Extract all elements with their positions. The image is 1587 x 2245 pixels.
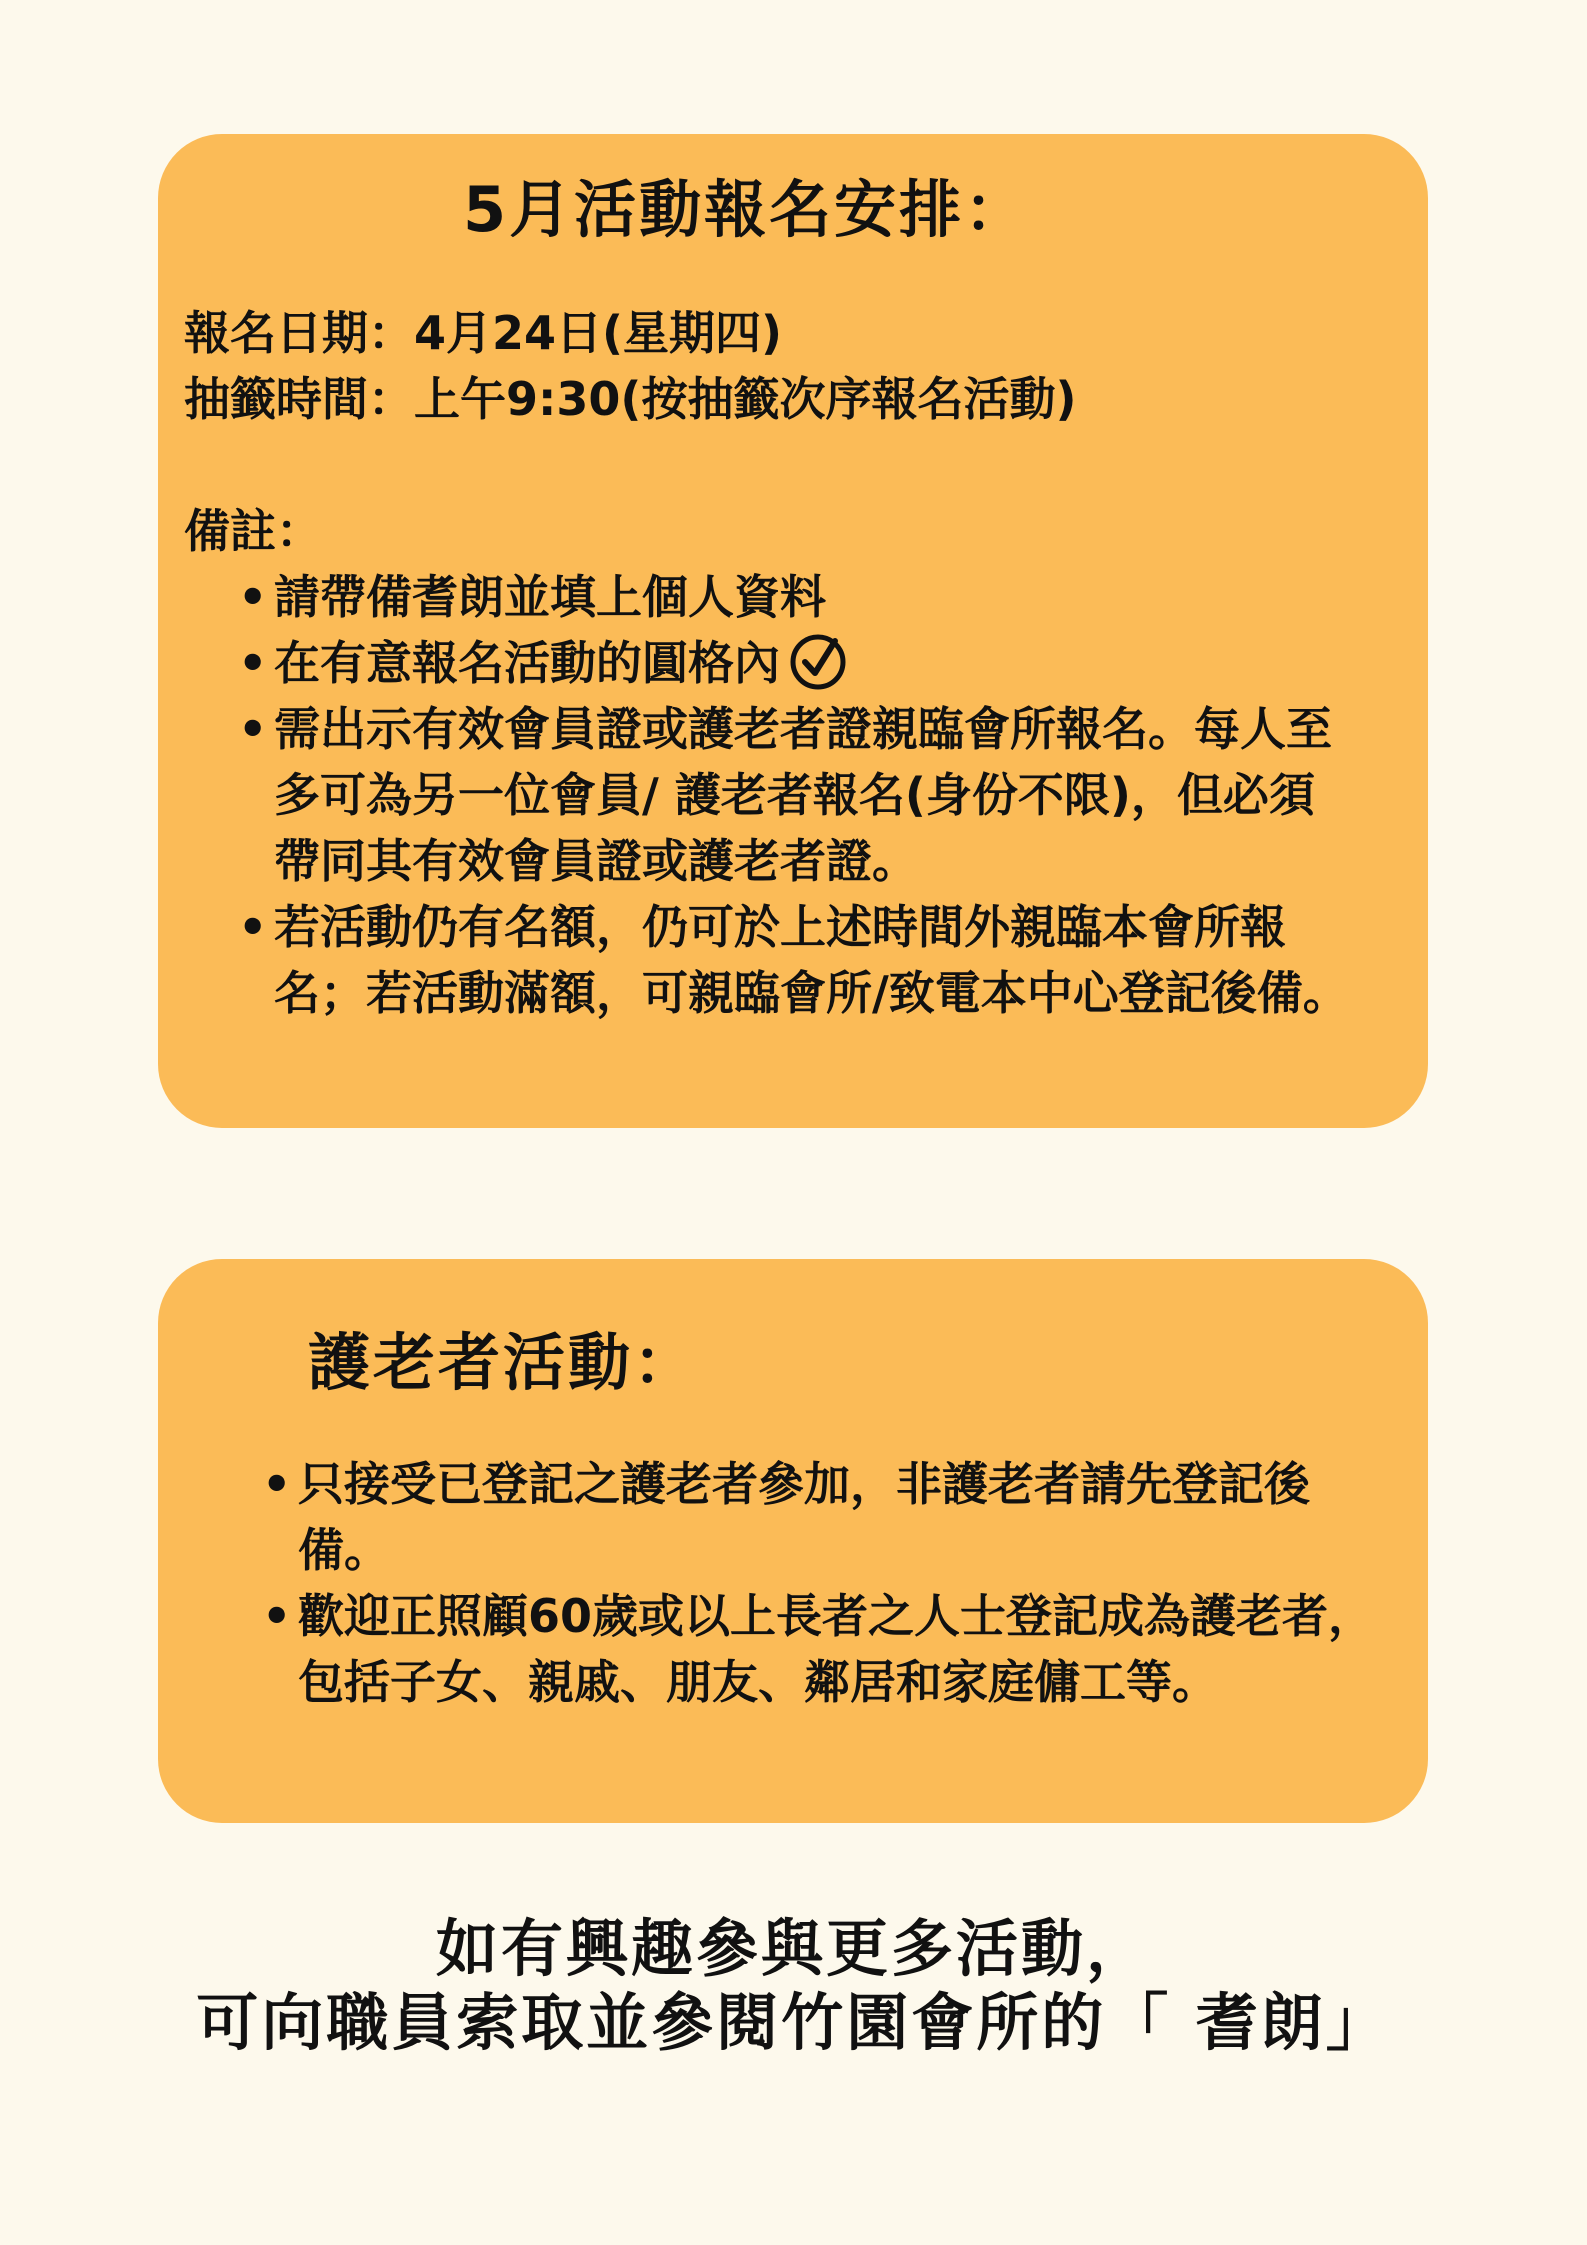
list-item <box>262 1583 1382 1715</box>
note-text: 需出示有效會員證或護老者證親臨會所報名。每人至多可為另一位會員/ 護老者報名(身份不限)，但必須帶同其有效會員證或護老者證。 <box>274 702 1332 888</box>
note-text: 在有意報名活動的圓格內 <box>274 636 780 690</box>
registration-card <box>158 134 1428 1128</box>
carer-notes-list <box>262 1451 1382 1715</box>
bullet-dot: • <box>238 636 268 690</box>
bullet-dot: • <box>238 702 268 756</box>
registration-notes-list <box>238 564 1358 1026</box>
registration-title: 5月活動報名安排： <box>463 173 1030 246</box>
note-text: 歡迎正照顧60歲或以上長者之人士登記成為護老者，包括子女、親戚、朋友、鄰居和家庭傭工等。 <box>298 1589 1375 1709</box>
list-item <box>262 1451 1382 1583</box>
list-item <box>238 630 1358 696</box>
carer-title: 護老者活動： <box>308 1326 699 1399</box>
list-item <box>238 696 1358 894</box>
list-item <box>238 894 1358 1026</box>
note-text: 只接受已登記之護老者參加，非護老者請先登記後備。 <box>298 1457 1310 1577</box>
carer-card <box>158 1259 1428 1823</box>
bullet-dot: • <box>238 900 268 954</box>
circled-check-icon <box>788 631 848 691</box>
registration-info <box>184 300 1076 432</box>
note-text: 請帶備耆朗並填上個人資料 <box>274 570 826 624</box>
registration-date: 報名日期：4月24日(星期四) <box>184 306 783 360</box>
footer-message <box>0 1912 1587 2060</box>
footer-line-2: 可向職員索取並參閱竹園會所的「 耆朗」 <box>196 1986 1391 2059</box>
bullet-dot: • <box>262 1589 292 1643</box>
note-text: 若活動仍有名額，仍可於上述時間外親臨本會所報名；若活動滿額，可親臨會所/致電本中心登記後備。 <box>274 900 1349 1020</box>
list-item <box>238 564 1358 630</box>
bullet-dot: • <box>262 1457 292 1511</box>
notes-heading: 備註： <box>184 504 322 558</box>
bullet-dot: • <box>238 570 268 624</box>
footer-line-1: 如有興趣參與更多活動， <box>435 1912 1151 1985</box>
draw-time: 抽籤時間：上午9:30(按抽籤次序報名活動) <box>184 372 1077 426</box>
